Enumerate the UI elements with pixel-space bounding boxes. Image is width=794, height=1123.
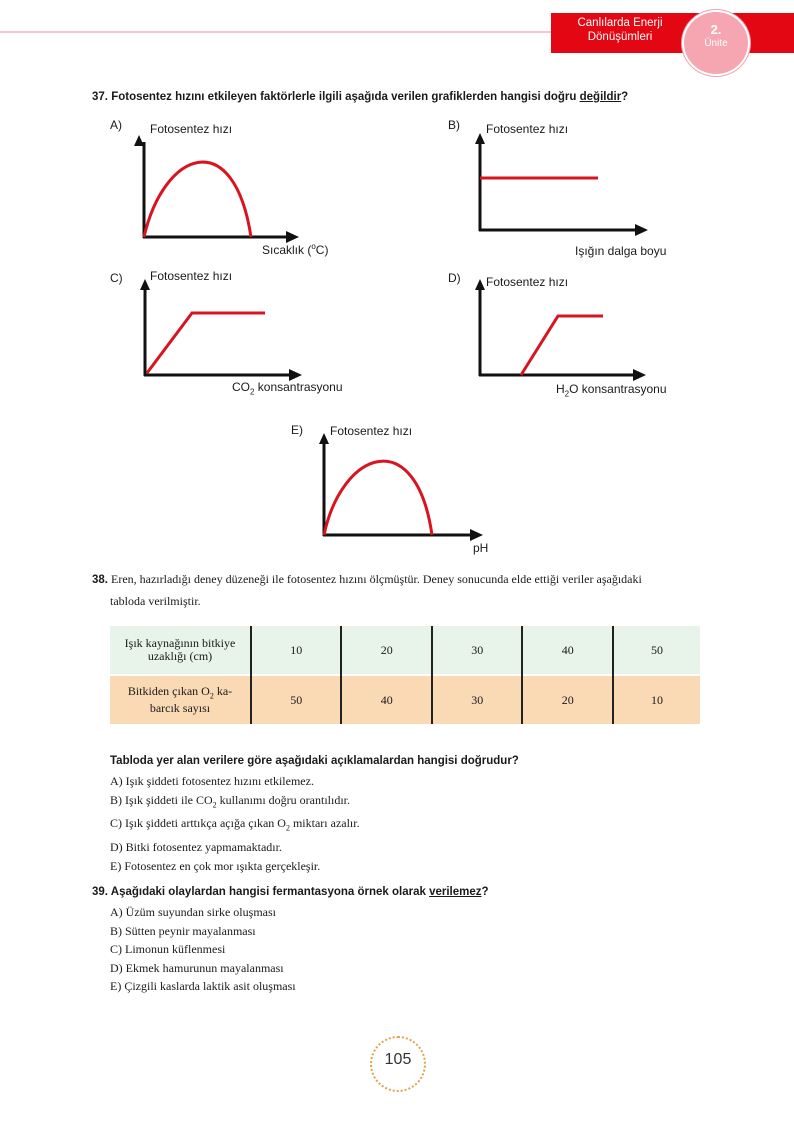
data-table (110, 626, 700, 724)
table-row (110, 626, 700, 675)
option-b[interactable]: B) Işık şiddeti ile $CO_2$ kullanımı doğru orantılıdır. (110, 792, 350, 809)
table-cell: 10 (613, 675, 700, 724)
graph-b-plot (472, 130, 652, 240)
graph-c-xlabel: $CO_2$ konsantrasyonu (232, 380, 343, 397)
graph-a-xlabel: Sıcaklık ($^o$C) (262, 242, 329, 257)
graph-b-letter: B) (448, 118, 460, 132)
table-row (110, 675, 700, 724)
row-header: Işık kaynağının bitkiye uzaklığı (cm) (110, 626, 251, 675)
option-d[interactable]: D) Bitki fotosentez yapmamaktadır. (110, 840, 282, 855)
x-axis-arrow (635, 224, 648, 236)
graph-b-ylabel: Fotosentez hızı (486, 122, 569, 136)
table-cell: 40 (341, 675, 431, 724)
table-cell: 10 (251, 626, 341, 675)
table-cell: 20 (522, 675, 612, 724)
table-cell: 40 (522, 626, 612, 675)
x-axis-arrow (633, 369, 646, 381)
question-37: 37. Fotosentez hızını etkileyen faktörlerle ilgili aşağıda verilen grafiklerden hangisi doğru değildir? (92, 91, 629, 103)
graph-e-plot (314, 430, 489, 542)
header-rule (0, 31, 560, 33)
option-c[interactable]: C) Limonun küflenmesi (110, 942, 226, 956)
curve (147, 313, 265, 373)
page-number: 105 (384, 1051, 412, 1068)
graph-a-ylabel: Fotosentez hızı (150, 122, 233, 136)
table-cell: 30 (432, 626, 522, 675)
graph-d-plot (472, 276, 652, 384)
option-d[interactable]: D) Ekmek hamurunun mayalanması (110, 960, 284, 975)
graph-c-ylabel: Fotosentez hızı (150, 269, 233, 283)
x-axis-arrow (470, 529, 483, 541)
option-a[interactable]: A) Üzüm suyundan sirke oluşması (110, 905, 276, 919)
graph-d-xlabel: $H_2O$ konsantrasyonu (556, 382, 667, 399)
curve (521, 316, 603, 375)
q38-prompt: Tabloda yer alan verilere göre aşağıdaki açıklamalardan hangisi doğrudur? (110, 755, 519, 767)
graph-a-plot (134, 130, 304, 245)
option-b[interactable]: B) Sütten peynir mayalanması (110, 923, 256, 938)
graph-c-plot (135, 276, 310, 384)
unit-number: 2. (710, 22, 722, 37)
graph-b-xlabel: Işığın dalga boyu (575, 244, 667, 258)
graph-d-ylabel: Fotosentez hızı (486, 275, 569, 289)
question-38: 38. Eren, hazırladığı deney düzeneği ile fotosentez hızını ölçmüştür. Deney sonucunda elde ettiği veriler aşağıdaki tabloda verilmiştir. (92, 572, 642, 608)
curve (144, 162, 251, 237)
graph-d-letter: D) (448, 271, 461, 285)
row-header: Bitkiden çıkan $O_2$ ka- barcık sayısı (110, 675, 251, 724)
table-cell: 50 (613, 626, 700, 675)
table-cell: 50 (251, 675, 341, 724)
option-e[interactable]: E) Çizgili kaslarda laktik asit oluşması (110, 979, 296, 993)
option-e[interactable]: E) Fotosentez en çok mor ışıkta gerçekleşir. (110, 858, 321, 873)
graph-e-xlabel: pH (473, 541, 489, 555)
option-c[interactable]: C) Işık şiddeti arttıkça açığa çıkan $O_2$ miktarı azalır. (110, 816, 360, 833)
q38-options (110, 772, 360, 875)
unit-label: Ünite (704, 38, 728, 49)
curve (324, 461, 432, 535)
graph-e-letter: E) (291, 423, 303, 437)
graph-c-letter: C) (110, 271, 123, 285)
chapter-title: Canlılarda Enerji Dönüşümleri (577, 17, 663, 43)
question-39: 39. Aşağıdaki olaylardan hangisi fermantasyona örnek olarak verilemez? (92, 886, 489, 898)
table-cell: 30 (432, 675, 522, 724)
graph-a-letter: A) (110, 118, 122, 132)
table-cell: 20 (341, 626, 431, 675)
graph-e-ylabel: Fotosentez hızı (330, 424, 413, 438)
q39-options (110, 903, 296, 996)
option-a[interactable]: A) Işık şiddeti fotosentez hızını etkilemez. (110, 774, 314, 788)
